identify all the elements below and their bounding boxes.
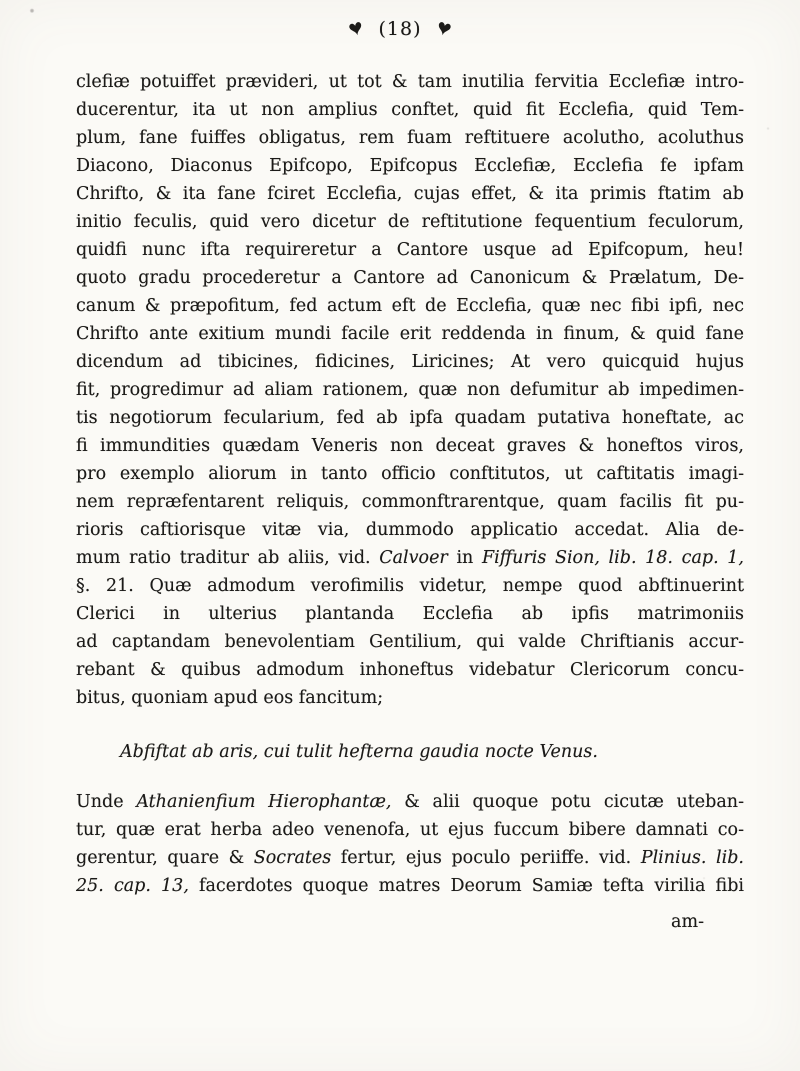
text-segment: ducerentur, ita ut non amplius conftet, quid fit Ecclefia, quid Tem-	[76, 100, 744, 120]
text-segment: §. 21. Quæ admodum verofimilis videtur, nempe quod abftinuerint	[76, 576, 744, 596]
text-segment: Chrifto, & ita fane fciret Ecclefia, cujas effet, & ita primis ftatim ab	[76, 184, 744, 204]
text-line	[76, 656, 744, 684]
text-segment: Calvoer	[379, 548, 448, 568]
text-segment: Unde	[76, 792, 137, 812]
text-segment: pro exemplo aliorum in tanto officio conftitutos, ut caftitatis imagi-	[76, 464, 744, 484]
text-segment: bitus, quoniam apud eos fancitum;	[76, 688, 384, 708]
text-segment: fertur, ejus poculo periiffe. vid.	[331, 848, 641, 868]
text-segment: Plinius. lib.	[640, 848, 744, 868]
fleuron-right-icon	[436, 21, 452, 37]
paragraph-main	[76, 68, 744, 712]
text-segment: Chrifto ante exitium mundi facile erit reddenda in finum, & quid fane	[76, 324, 744, 344]
text-segment: clefiæ potuiffet prævideri, ut tot & tam inutilia fervitia Ecclefiæ intro-	[76, 72, 744, 92]
text-line	[76, 684, 744, 712]
text-line	[76, 572, 744, 600]
text-segment: fit, progredimur ad aliam rationem, quæ non defumitur ab impedimen-	[76, 380, 744, 400]
text-segment: facerdotes quoque matres Deorum Samiæ tefta virilia fibi	[188, 876, 744, 896]
text-segment: Fiffuris Sion, lib. 18. cap. 1,	[481, 548, 744, 568]
text-segment: nem repræfentarent reliquis, commonftrarentque, quam facilis fit pu-	[76, 492, 744, 512]
text-segment: 25. cap. 13,	[76, 876, 189, 896]
text-segment: mum ratio traditur ab aliis, vid.	[76, 548, 380, 568]
paragraph-second	[76, 788, 744, 900]
text-segment: & alii quoque potu cicutæ uteban-	[391, 792, 744, 812]
text-line	[76, 376, 744, 404]
text-segment: Clerici in ulterius plantanda Ecclefia ab ipfis matrimoniis	[76, 604, 744, 624]
text-segment: in	[447, 548, 482, 568]
text-line	[76, 872, 744, 900]
text-segment: fi immundities quædam Veneris non deceat graves & honeftos viros,	[76, 436, 744, 456]
text-line	[76, 844, 744, 872]
text-block	[76, 68, 744, 936]
verse-quote: Abfiftat ab aris, cui tulit hefterna gaudia nocte Venus.	[120, 742, 598, 762]
text-line	[76, 264, 744, 292]
text-segment: tis negotiorum fecularium, fed ab ipfa quadam putativa honeftate, ac	[76, 408, 744, 428]
text-line	[76, 96, 744, 124]
page-number: (18)	[378, 18, 422, 40]
text-line	[76, 816, 744, 844]
text-line	[76, 544, 744, 572]
text-line	[76, 348, 744, 376]
text-line	[76, 788, 744, 816]
text-line	[76, 124, 744, 152]
text-segment: initio feculis, quid vero dicetur de reftitutione fequentium feculorum,	[76, 212, 744, 232]
text-line	[76, 460, 744, 488]
text-line	[76, 208, 744, 236]
text-line	[76, 68, 744, 96]
text-line	[76, 404, 744, 432]
text-segment: Athanienfium Hierophantæ,	[136, 792, 392, 812]
fleuron-left-icon	[348, 21, 364, 37]
text-segment: ad captandam benevolentiam Gentilium, qui valde Chriftianis accur-	[76, 632, 744, 652]
text-segment: plum, fane fuiffes obligatus, rem fuam reftituere acolutho, acoluthus	[76, 128, 744, 148]
catchword: am-	[671, 912, 704, 932]
page-header	[0, 16, 800, 42]
text-segment: quoto gradu procederetur a Cantore ad Canonicum & Prælatum, De-	[76, 268, 744, 288]
text-line	[76, 180, 744, 208]
text-line	[76, 516, 744, 544]
text-segment: rebant & quibus admodum inhoneftus videbatur Clericorum concu-	[76, 660, 744, 680]
text-line	[76, 600, 744, 628]
text-segment: canum & præpofitum, fed actum eft de Ecclefia, quæ nec fibi ipfi, nec	[76, 296, 744, 316]
text-line	[76, 628, 744, 656]
text-segment: gerentur, quare &	[76, 848, 254, 868]
text-segment: dicendum ad tibicines, fidicines, Liricines; At vero quicquid hujus	[76, 352, 744, 372]
text-segment: Diacono, Diaconus Epifcopo, Epifcopus Ecclefiæ, Ecclefia fe ipfam	[76, 156, 744, 176]
text-line	[76, 292, 744, 320]
text-line	[76, 432, 744, 460]
text-segment: rioris caftiorisque vitæ via, dummodo applicatio accedat. Alia de-	[76, 520, 744, 540]
text-line	[76, 152, 744, 180]
text-line	[76, 236, 744, 264]
text-line	[76, 320, 744, 348]
text-segment: quidfi nunc ifta requireretur a Cantore usque ad Epifcopum, heu!	[76, 240, 744, 260]
text-segment: Socrates	[253, 848, 332, 868]
text-line	[76, 488, 744, 516]
text-segment: tur, quæ erat herba adeo venenofa, ut ejus fuccum bibere damnati co-	[76, 820, 744, 840]
